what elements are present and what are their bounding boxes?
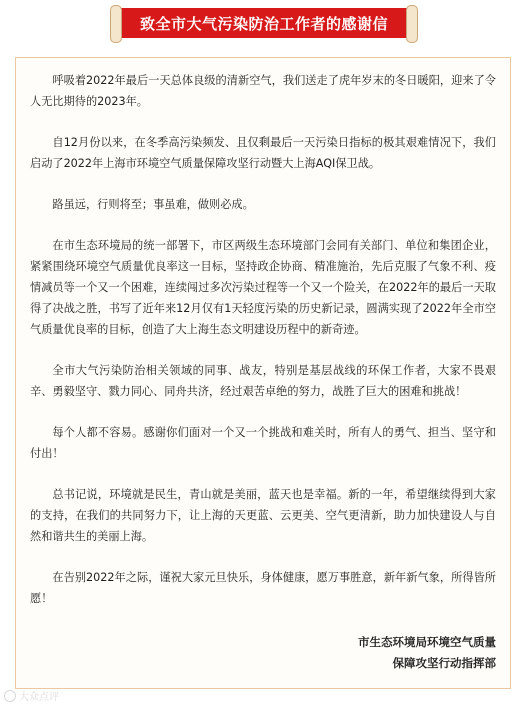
watermark-icon: [4, 690, 16, 702]
paragraph-7: 总书记说，环境就是民生，青山就是美丽，蓝天也是幸福。新的一年，希望继续得到大家的支持，在我们的共同努力下，让上海的天更蓝、云更美、空气更清新，助力加快建设人与自然和谐共生的美丽上海。: [30, 488, 496, 543]
paragraph-5: 全市大气污染防治相关领域的同事、战友，特别是基层战线的环保工作者，大家不畏艰辛、勇毅坚守、戮力同心、同舟共济，经过艰苦卓绝的努力，战胜了巨大的困难和挑战！: [30, 364, 496, 398]
paragraph-2: 自12月份以来，在冬季高污染频发、且仅剩最后一天污染日指标的极其艰难情况下，我们启动了2022年上海市环境空气质量保障攻坚行动暨大上海AQI保卫战。: [30, 136, 496, 170]
paragraph-6: 每个人都不容易。感谢你们面对一个又一个挑战和难关时，所有人的勇气、担当、坚守和付出！: [30, 426, 496, 460]
paragraph-4: 在市生态环境局的统一部署下，市区两级生态环境部门会同有关部门、单位和集团企业，紧紧围绕环境空气质量优良率这一目标，坚持政企协商、精准施治，先后克服了气象不利、疫情减员等一个又一个困难，连续闯过多次污染过程等一个又一个险关，在2022年的最后一天取得了决战之胜，书写了近年来12月仅有1天轻度污染的历史新记录，圆满实现了2022年全市空气质量优良率的目标，创造了大上海生态文明建设历程中的新奇迹。: [30, 239, 496, 336]
letter-body: [15, 57, 511, 689]
signature-line-1: 市生态环境局环境空气质量: [358, 635, 496, 649]
paragraph-1: 呼吸着2022年最后一天总体良级的清新空气，我们送走了虎年岁末的冬日暖阳，迎来了令人无比期待的2023年。: [30, 74, 496, 108]
title-banner: [0, 0, 528, 46]
paragraph-8: 在告别2022年之际，谨祝大家元旦快乐，身体健康，愿万事胜意，新年新气象，所得皆所愿！: [30, 571, 496, 605]
page-title: 致全市大气污染防治工作者的感谢信: [139, 14, 388, 33]
signature: [358, 632, 496, 674]
signature-line-2: 保障攻坚行动指挥部: [392, 656, 496, 670]
watermark-text: 大众点评: [19, 692, 59, 703]
watermark: [4, 688, 59, 703]
title-scroll: [118, 8, 410, 38]
paragraph-3: 路虽远，行则将至；事虽难，做则必成。: [52, 198, 254, 211]
